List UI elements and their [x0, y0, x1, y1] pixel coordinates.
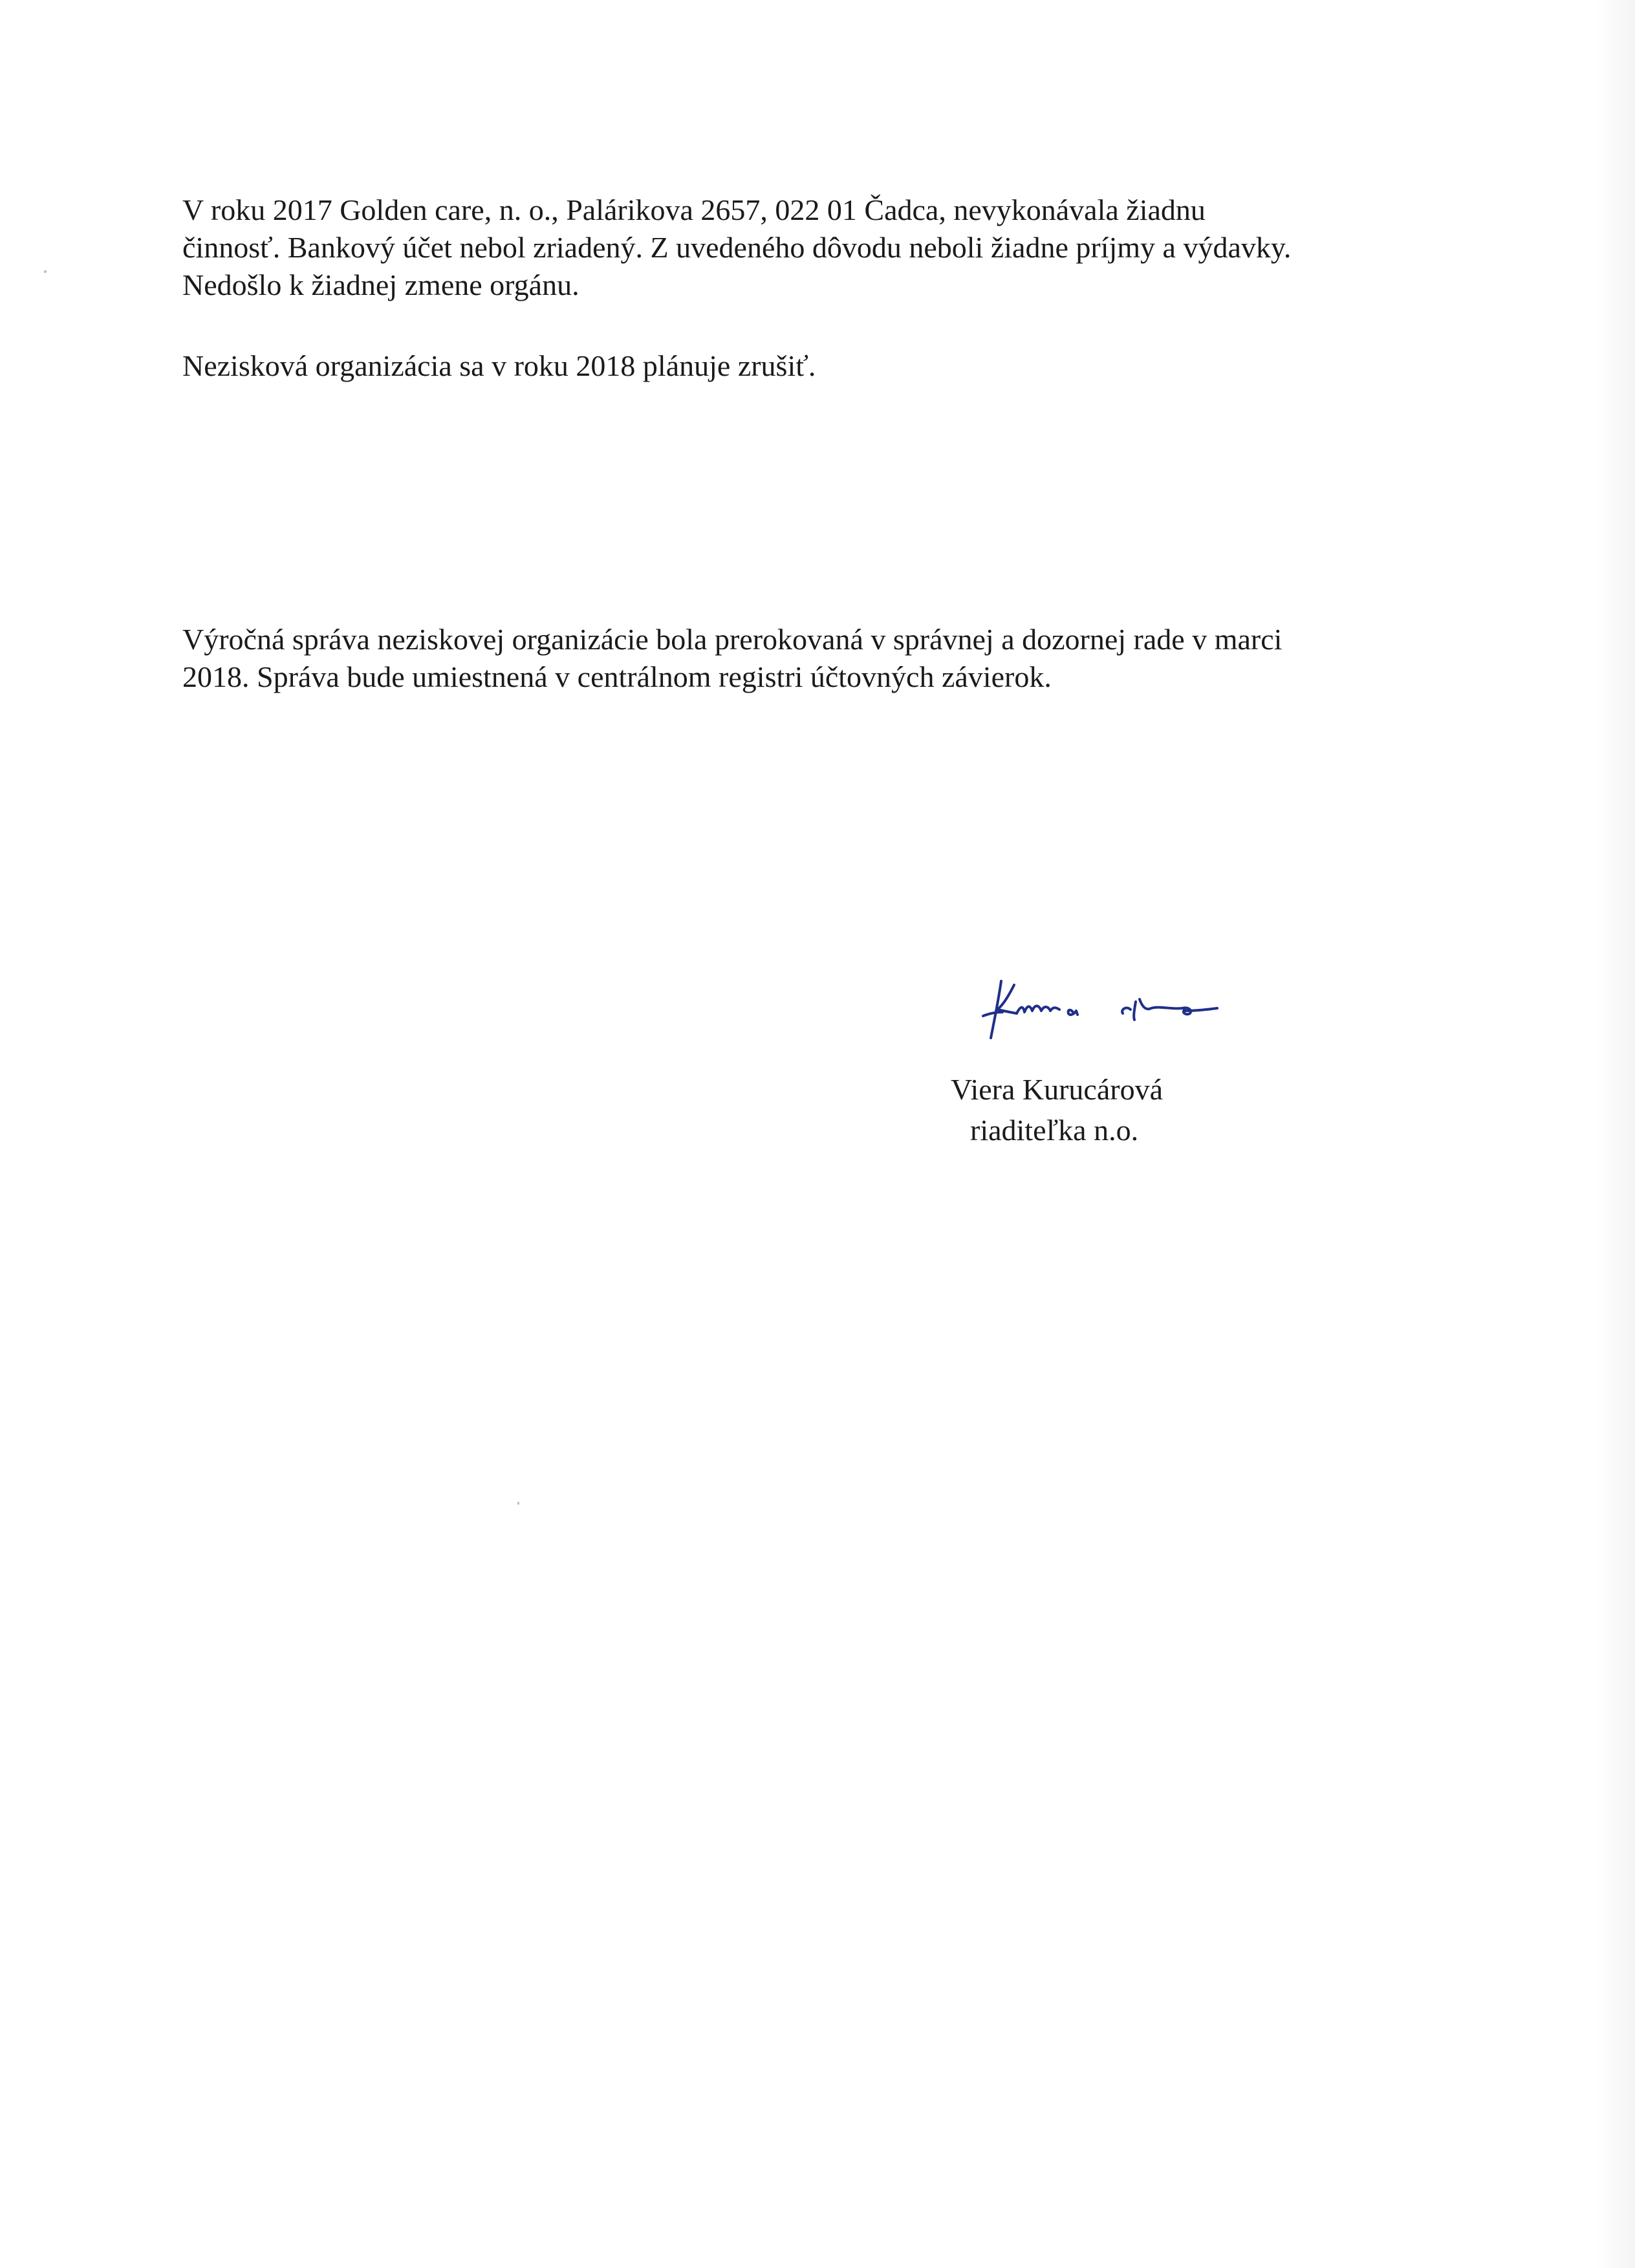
paragraph-line: Nezisková organizácia sa v roku 2018 plánuje zrušiť.	[182, 349, 816, 382]
paragraph-line: V roku 2017 Golden care, n. o., Palárikova 2657, 022 01 Čadca, nevykonávala žiadnu	[182, 193, 1206, 226]
paragraph-dissolution-plan	[182, 347, 816, 385]
handwritten-signature	[977, 973, 1248, 1051]
scan-speck	[517, 1502, 519, 1505]
signer-name: Viera Kurucárová	[951, 1073, 1163, 1106]
paragraph-line: Výročná správa neziskovej organizácie bola prerokovaná v správnej a dozornej rade v marci	[182, 623, 1283, 656]
paragraph-activity-statement	[182, 191, 1291, 304]
signer-title: riaditeľka n.o.	[970, 1114, 1139, 1147]
paragraph-line: činnosť. Bankový účet nebol zriadený. Z uvedeného dôvodu neboli žiadne príjmy a výdavky.	[182, 231, 1292, 264]
paragraph-annual-report-note	[182, 621, 1282, 696]
scan-speck	[44, 270, 47, 273]
scan-edge-shadow	[1596, 0, 1635, 2268]
paragraph-line: 2018. Správa bude umiestnená v centrálnom registri účtovných závierok.	[182, 660, 1052, 693]
paragraph-line: Nedošlo k žiadnej zmene orgánu.	[182, 268, 579, 301]
